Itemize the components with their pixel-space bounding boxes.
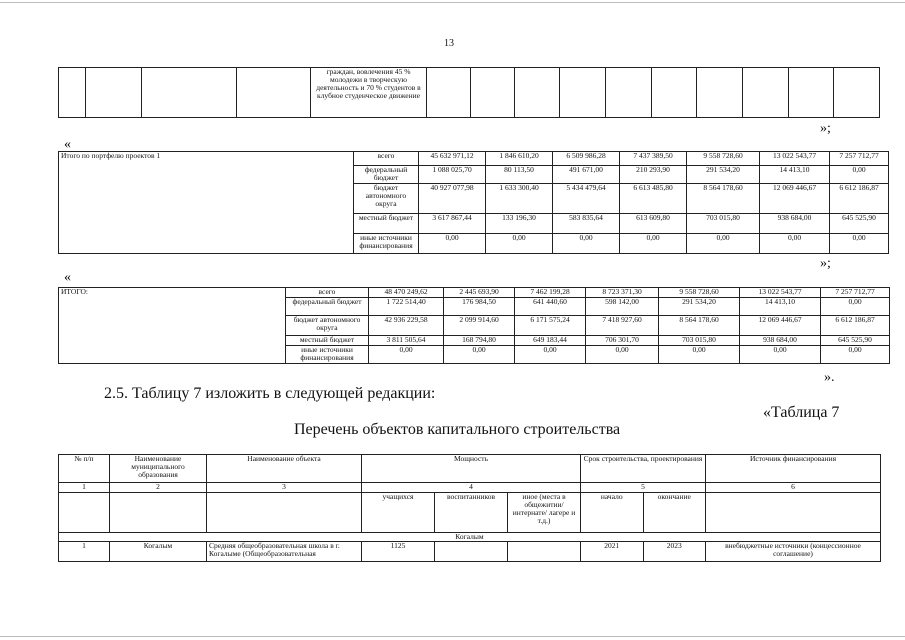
row-start: 2021 xyxy=(581,542,644,562)
total-table: ИТОГО: всего 48 470 249,62 2 445 693,90 7 462 199,28 8 723 371,30 9 558 728,60 13 022 543,77 7 257 712,77 федеральный бюджет 1 722 514,40 176 984,50 641 440,60 598 142,00 291 534,20 14 413,10 0,00 бюджет автономного округа 42 936 229,58 2 099 914,60 6 171 575,24 7 418 927,60 8 564 178,60 12 069 446,67 6 612 186,87 местный бюджет 3 811 505,64 168 794,80 649 183,44 706 301,70 703 015,80 938 684,00 645 525,90 иные источники финансирования 0,00 0,00 0,00 0,00 0,00 0,00 0,00 xyxy=(58,287,890,364)
quote-open-2: « xyxy=(64,270,71,285)
row-num: 1 xyxy=(59,542,110,562)
table-7-label: «Таблица 7 xyxy=(763,404,840,421)
row-obj: Средняя общеобразовательная школа в г. Когалыме (Общеобразовательная xyxy=(207,542,362,562)
quote-close-3: ». xyxy=(824,370,835,385)
group-row: Когалым xyxy=(59,533,881,542)
quote-close-2: »; xyxy=(820,256,831,271)
row-fin: внебюджетные источники (концессионное соглашение) xyxy=(706,542,881,562)
portfolio-table: Итого по портфелю проектов 1 всего 45 632 971,12 1 846 610,20 6 509 986,28 7 437 389,50 9 558 728,60 13 022 543,77 7 257 712,77 федеральный бюджет 1 088 025,70 80 113,50 491 671,00 210 293,90 291 534,20 14 413,10 0,00 бюджет автономного округа 40 927 077,98 1 633 300,40 5 434 479,64 6 613 485,80 8 564 178,60 12 069 446,67 6 612 186,87 местный бюджет 3 617 867,44 133 196,30 583 835,64 613 609,80 703 015,80 938 684,00 645 525,90 иные источники финансирования 0,00 0,00 0,00 0,00 0,00 0,00 0,00 xyxy=(58,151,889,254)
scan-edge-top xyxy=(0,2,905,3)
row-students: 1125 xyxy=(362,542,435,562)
quote-open-1: « xyxy=(64,137,71,152)
page-number: 13 xyxy=(444,38,454,49)
top-fragment-text: граждан, вовлечения 45 % молодежи в творческую деятельность и 70 % студентов в клубное студенческое движение xyxy=(310,68,427,118)
row-end: 2023 xyxy=(643,542,706,562)
portfolio-label: Итого по портфелю проектов 1 xyxy=(59,152,354,254)
scan-edge-bottom xyxy=(0,636,905,637)
table-7: № п/п Наименование муниципального образования Наименование объекта Мощность Срок строительства, проектирования Источник финансирования 1 2 3 4 5 6 учащихся воспитанников иное (места в общежитии/ интернате/ лагере и т.д.) начало окончание Когалым 1 Когалым Средняя общеобразовательная школа в г. Когалыме (Общеобразовательная 1125 2021 2023 внебюджетные источники (концессионное соглашение) xyxy=(58,454,881,562)
total-label: ИТОГО: xyxy=(59,288,286,364)
quote-close-1: »; xyxy=(820,121,831,136)
top-fragment-table xyxy=(58,67,880,118)
row-mun: Когалым xyxy=(110,542,207,562)
table-7-title: Перечень объектов капитального строительства xyxy=(294,421,621,438)
section-heading: 2.5. Таблицу 7 изложить в следующей редакции: xyxy=(104,385,436,402)
